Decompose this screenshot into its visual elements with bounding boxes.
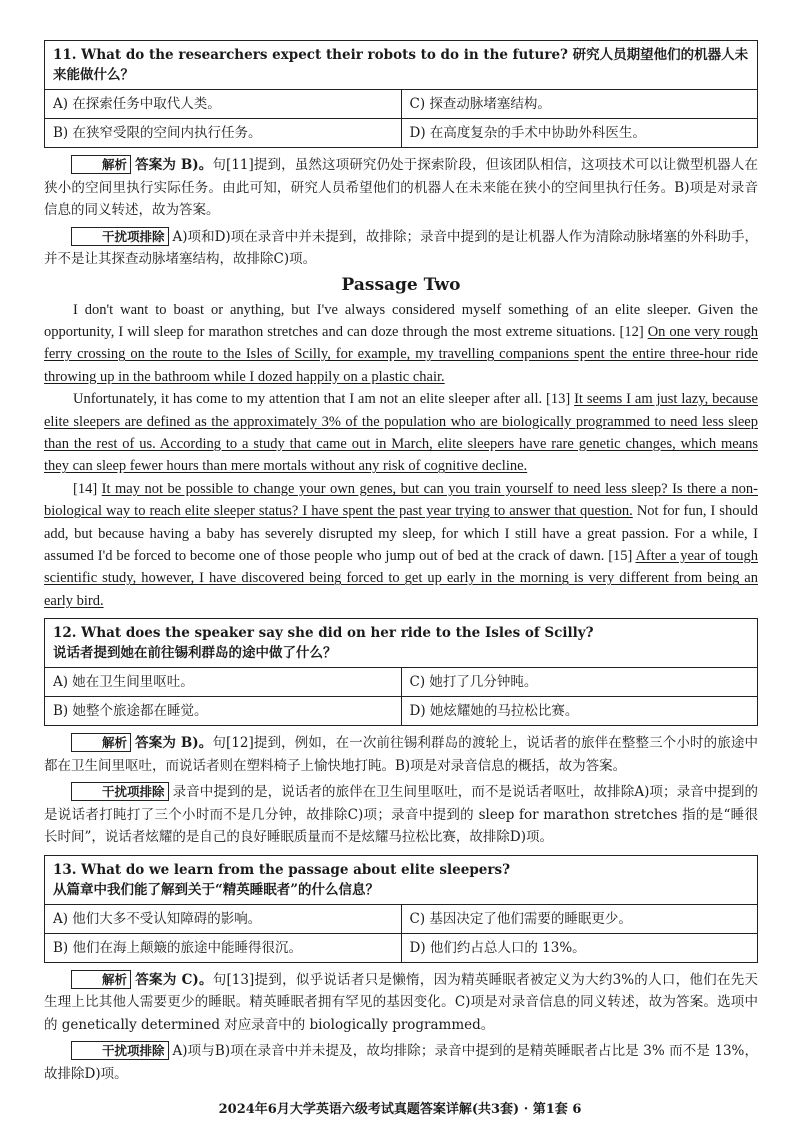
question-12-en: 12. What does the speaker say she did on her ride to the Isles of Scilly? [53, 625, 594, 642]
option-12-a: A) 她在卫生间里呕吐。 [45, 668, 402, 697]
distractor-tag: 干扰项排除 [71, 782, 169, 801]
distractor-tag: 干扰项排除 [71, 227, 169, 246]
option-12-c: C) 她打了几分钟盹。 [401, 668, 758, 697]
passage-text: Not for fun, I should add, but because having a baby has severely disrupted my sleep, for which I still have a great passion. For a while, I assumed I'd be forced to become one of those people who jump out of bed at the crack of dawn. [15] [44, 503, 758, 564]
analysis-text: 句[11]提到，虽然这项研究仍处于探索阶段，但该团队相信，这项技术可以让微型机器人在狭小的空间里执行实际任务。由此可知，研究人员希望他们的机器人在未来能在狭小的空间里执行任务。B)项是对录音信息的同义转述，故为答案。 [44, 157, 759, 218]
option-13-d: D) 他们约占总人口的 13%。 [401, 933, 758, 962]
passage-paragraph-1 [44, 299, 758, 389]
analysis-text: 句[12]提到，例如，在一次前往锡利群岛的渡轮上，说话者的旅伴在整整三个小时的旅途中都在卫生间里呕吐，而说话者则在塑料椅子上愉快地打盹。B)项是对录音信息的概括，故为答案。 [44, 735, 759, 774]
distractor-text: 录音中提到的是，说话者的旅伴在卫生间里呕吐，而不是说话者呕吐，故排除A)项；录音中提到的是说话者打盹打了三个小时而不是几分钟，故排除C)项；录音中提到的 sleep for marathon stretches 指的是“睡很长时间”，说话者炫耀的是自己的良好睡眠质量而不是炫耀马拉松比赛，故排除D)项。 [44, 784, 758, 846]
option-11-d: D) 在高度复杂的手术中协助外科医生。 [401, 119, 758, 148]
distractor-13 [44, 1040, 758, 1085]
question-13-cn: 从篇章中我们能了解到关于“精英睡眠者”的什么信息？ [53, 881, 380, 898]
question-12-table [44, 618, 758, 726]
option-11-a: A) 在探索任务中取代人类。 [45, 90, 402, 119]
option-11-b: B) 在狭窄受限的空间内执行任务。 [45, 119, 402, 148]
passage-paragraph-3 [44, 478, 758, 612]
question-12-cn: 说话者提到她在前往锡利群岛的途中做了什么？ [53, 645, 337, 662]
distractor-text: A)项与B)项在录音中并未提及，故均排除；录音中提到的是精英睡眠者占比是 3% 而不是 13%，故排除D)项。 [44, 1043, 758, 1082]
analysis-12 [44, 732, 758, 777]
analysis-tag: 解析 [71, 733, 131, 752]
passage-underlined-text: It seems I am just lazy, because elite sleepers are defined as the approximately 3% of the population who are biologically programmed to need less sleep than the rest of us. According to a study that came out in March, elite sleepers have rare genetic changes, which means they can sleep fewer hours than mere mortals without any risk of cognitive decline. [44, 391, 758, 475]
option-12-d: D) 她炫耀她的马拉松比赛。 [401, 697, 758, 726]
option-13-b: B) 他们在海上颠簸的旅途中能睡得很沉。 [45, 933, 402, 962]
answer-label: 答案为 B)。 [135, 735, 213, 752]
passage-text: [14] [73, 480, 102, 497]
question-12-stem [45, 619, 758, 668]
passage-text: I don't want to boast or anything, but I've always considered myself something of an elite sleeper. Given the opportunity, I will sleep for marathon stretches and can doze through the most extreme situations. [12] [44, 301, 758, 340]
answer-label: 答案为 C)。 [135, 971, 213, 988]
question-13-stem [45, 855, 758, 904]
page-content [44, 40, 758, 1085]
option-12-b: B) 她整个旅途都在睡觉。 [45, 697, 402, 726]
answer-label: 答案为 B)。 [135, 157, 213, 173]
passage-underlined-text: On one very rough ferry crossing on the route to the Isles of Scilly, for example, my travelling companions spent the entire three-hour ride throwing up in the bathroom while I dozed happily on a plastic chair. [44, 323, 758, 385]
distractor-11 [44, 226, 758, 271]
question-11-stem: 11. What do the researchers expect their robots to do in the future? 研究人员期望他们的机器人未来能做什么？ [45, 41, 758, 90]
page-footer: 2024年6月大学英语六级考试真题答案详解(共3套) · 第1套 6 [218, 1102, 582, 1117]
option-13-c: C) 基因决定了他们需要的睡眠更少。 [401, 904, 758, 933]
distractor-tag: 干扰项排除 [71, 1041, 169, 1060]
passage-title: Passage Two [341, 274, 461, 295]
analysis-tag: 解析 [71, 970, 131, 989]
analysis-13 [44, 969, 758, 1037]
option-11-c: C) 探查动脉堵塞结构。 [401, 90, 758, 119]
question-13-table [44, 855, 758, 963]
option-13-a: A) 他们大多不受认知障碍的影响。 [45, 904, 402, 933]
distractor-12 [44, 781, 758, 849]
passage-underlined-text: It may not be possible to change your own genes, but can you train yourself to need less sleep? Is there a non-biological way to reach elite sleeper status? I have spent the past year trying to answer that question. [44, 480, 758, 520]
passage-paragraph-2 [44, 388, 758, 478]
passage-underlined-text: After a year of tough scientific study, however, I have discovered being forced to get up early in the morning is very different from being an early bird. [44, 547, 758, 609]
analysis-11 [44, 154, 758, 222]
question-11-table [44, 40, 758, 148]
analysis-tag: 解析 [71, 155, 131, 174]
distractor-text: A)项和D)项在录音中并未提到，故排除；录音中提到的是让机器人作为清除动脉堵塞的外科助手，并不是让其探查动脉堵塞结构，故排除C)项。 [44, 228, 758, 267]
analysis-text: 句[13]提到，似乎说话者只是懒惰，因为精英睡眠者被定义为大约3%的人口，他们在先天生理上比其他人需要更少的睡眠。精英睡眠者拥有罕见的基因变化。C)项是对录音信息的同义转述，故为答案。选项中的 genetically determined 对应录音中的 biologically programmed。 [44, 971, 758, 1033]
passage-text: Unfortunately, it has come to my attention that I am not an elite sleeper after all. [13] [73, 391, 575, 408]
question-13-en: 13. What do we learn from the passage about elite sleepers? [53, 861, 510, 878]
